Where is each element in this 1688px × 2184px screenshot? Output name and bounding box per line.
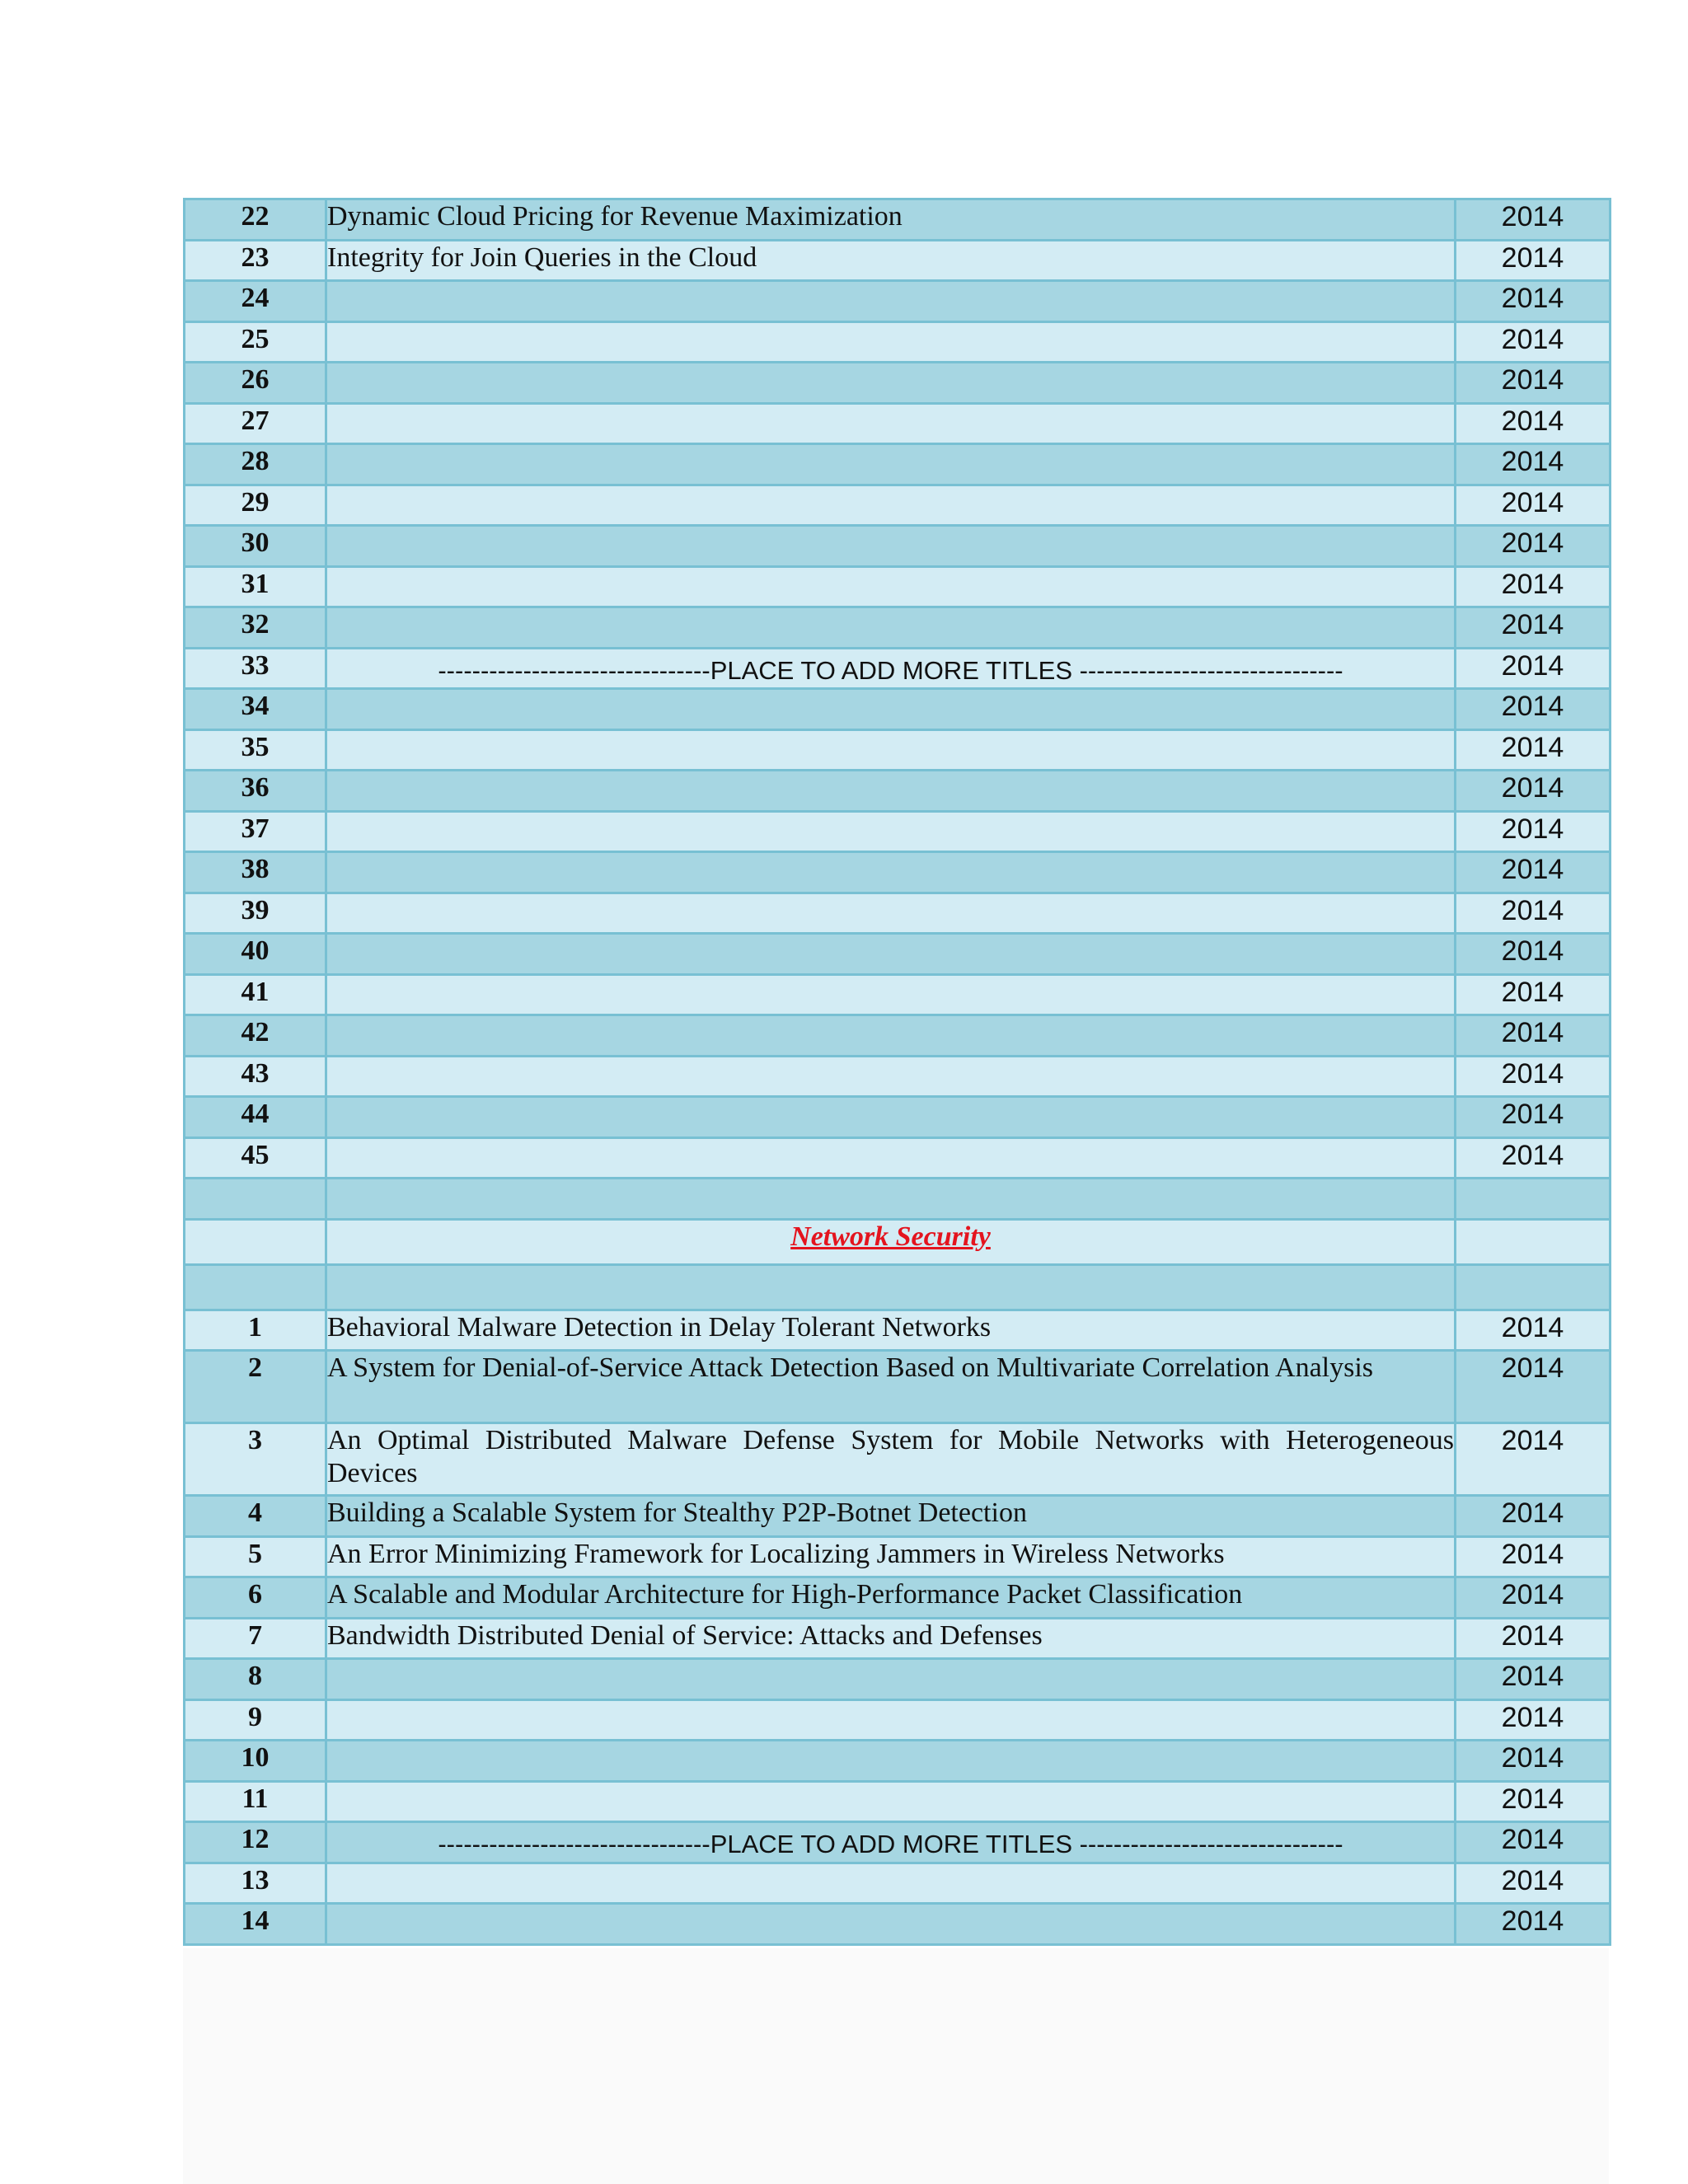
row-number: 28 [185,444,326,485]
table-row [185,607,1611,649]
row-number: 27 [185,403,326,444]
table-row [185,566,1611,607]
table-row [185,281,1611,322]
row-number: 35 [185,729,326,771]
empty-cell [185,1179,326,1220]
row-year: 2014 [1456,1618,1611,1659]
row-title [326,485,1456,526]
row-title [326,1741,1456,1782]
row-year: 2014 [1456,934,1611,975]
empty-cell [1456,1264,1611,1310]
row-number: 45 [185,1137,326,1179]
row-number: 34 [185,689,326,730]
table-row [185,240,1611,281]
row-year: 2014 [1456,363,1611,404]
row-year: 2014 [1456,811,1611,852]
table-row [185,1781,1611,1822]
row-year: 2014 [1456,1659,1611,1700]
row-title [326,1781,1456,1822]
section-heading-row [185,1219,1611,1264]
row-number: 37 [185,811,326,852]
table-row [185,403,1611,444]
row-number: 38 [185,852,326,893]
row-number: 36 [185,771,326,812]
row-title [326,1056,1456,1097]
row-number: 12 [185,1822,326,1863]
row-number: 42 [185,1015,326,1057]
row-year: 2014 [1456,1056,1611,1097]
row-year: 2014 [1456,321,1611,363]
spacer-row [185,1264,1611,1310]
row-year: 2014 [1456,1310,1611,1351]
row-title [326,1863,1456,1904]
row-title [326,444,1456,485]
row-title [326,893,1456,934]
row-year: 2014 [1456,974,1611,1015]
row-year: 2014 [1456,729,1611,771]
project-titles-table [183,198,1611,1946]
row-title: A Scalable and Modular Architecture for High-Performance Packet Classification [326,1577,1456,1619]
row-title [326,321,1456,363]
row-year: 2014 [1456,1781,1611,1822]
row-number: 8 [185,1659,326,1700]
row-title: Behavioral Malware Detection in Delay Tolerant Networks [326,1310,1456,1351]
table-row [185,934,1611,975]
table-row [185,1310,1611,1351]
row-number: 11 [185,1781,326,1822]
row-year: 2014 [1456,852,1611,893]
row-year: 2014 [1456,893,1611,934]
row-number: 41 [185,974,326,1015]
row-year: 2014 [1456,1536,1611,1577]
row-year: 2014 [1456,607,1611,649]
spacer-row [185,1179,1611,1220]
row-number: 13 [185,1863,326,1904]
table-row [185,1351,1611,1423]
row-number: 1 [185,1310,326,1351]
table-row [185,771,1611,812]
table-row [185,1577,1611,1619]
table-row [185,974,1611,1015]
row-title: A System for Denial-of-Service Attack Detection Based on Multivariate Correlation Analysis [326,1351,1456,1423]
row-year: 2014 [1456,444,1611,485]
row-title: Building a Scalable System for Stealthy P2P-Botnet Detection [326,1496,1456,1537]
table-row [185,852,1611,893]
table-row [185,1741,1611,1782]
table-row [185,363,1611,404]
row-title [326,934,1456,975]
row-title [326,566,1456,607]
row-year: 2014 [1456,1015,1611,1057]
row-number: 44 [185,1097,326,1138]
row-title [326,811,1456,852]
row-year: 2014 [1456,1097,1611,1138]
row-title [326,1659,1456,1700]
table-row [185,729,1611,771]
row-title: An Optimal Distributed Malware Defense System for Mobile Networks with Heterogeneous Devices [326,1423,1456,1496]
row-number: 33 [185,648,326,689]
row-title [326,689,1456,730]
row-number: 32 [185,607,326,649]
empty-cell [1456,1219,1611,1264]
row-year: 2014 [1456,689,1611,730]
row-year: 2014 [1456,1423,1611,1496]
row-year: 2014 [1456,1741,1611,1782]
table-row [185,1496,1611,1537]
row-title [326,363,1456,404]
empty-cell [326,1179,1456,1220]
row-title: Dynamic Cloud Pricing for Revenue Maximization [326,199,1456,241]
row-title [326,526,1456,567]
row-number: 14 [185,1904,326,1945]
row-title [326,281,1456,322]
table-row [185,1863,1611,1904]
row-number: 30 [185,526,326,567]
table-row [185,689,1611,730]
row-year: 2014 [1456,281,1611,322]
table-row [185,1097,1611,1138]
row-number: 29 [185,485,326,526]
row-number: 3 [185,1423,326,1496]
empty-cell [185,1264,326,1310]
row-year: 2014 [1456,1863,1611,1904]
table-row [185,1015,1611,1057]
table-row [185,1423,1611,1496]
row-year: 2014 [1456,1904,1611,1945]
row-title: Integrity for Join Queries in the Cloud [326,240,1456,281]
empty-cell [326,1264,1456,1310]
table-row [185,199,1611,241]
table-row [185,1618,1611,1659]
table-row [185,1137,1611,1179]
row-number: 10 [185,1741,326,1782]
table-row [185,648,1611,689]
row-number: 2 [185,1351,326,1423]
empty-cell [185,1219,326,1264]
row-year: 2014 [1456,1496,1611,1537]
row-title [326,607,1456,649]
row-title [326,1904,1456,1945]
row-number: 5 [185,1536,326,1577]
table-row [185,1822,1611,1863]
row-number: 4 [185,1496,326,1537]
row-title [326,771,1456,812]
row-title [326,974,1456,1015]
row-number: 25 [185,321,326,363]
add-more-titles-placeholder: --------------------------------PLACE TO ADD MORE TITLES ------------------------------- [326,1822,1456,1863]
row-number: 7 [185,1618,326,1659]
table-row [185,526,1611,567]
row-year: 2014 [1456,199,1611,241]
row-year: 2014 [1456,1137,1611,1179]
row-year: 2014 [1456,485,1611,526]
row-title [326,1699,1456,1741]
table-row [185,1056,1611,1097]
row-year: 2014 [1456,526,1611,567]
row-year: 2014 [1456,1699,1611,1741]
row-number: 24 [185,281,326,322]
row-number: 26 [185,363,326,404]
row-number: 43 [185,1056,326,1097]
row-title [326,852,1456,893]
table-row [185,1659,1611,1700]
row-year: 2014 [1456,240,1611,281]
row-number: 22 [185,199,326,241]
row-title [326,1015,1456,1057]
row-number: 40 [185,934,326,975]
row-year: 2014 [1456,1822,1611,1863]
table-row [185,811,1611,852]
table-row [185,1904,1611,1945]
row-year: 2014 [1456,403,1611,444]
row-year: 2014 [1456,1577,1611,1619]
row-title [326,1097,1456,1138]
row-year: 2014 [1456,1351,1611,1423]
table-row [185,321,1611,363]
row-year: 2014 [1456,566,1611,607]
page-shade [183,1948,1609,2184]
row-title [326,403,1456,444]
add-more-titles-placeholder: --------------------------------PLACE TO ADD MORE TITLES ------------------------------- [326,648,1456,689]
row-title: Bandwidth Distributed Denial of Service: Attacks and Defenses [326,1618,1456,1659]
empty-cell [1456,1179,1611,1220]
table-row [185,1699,1611,1741]
row-number: 31 [185,566,326,607]
row-year: 2014 [1456,771,1611,812]
row-year: 2014 [1456,648,1611,689]
section-heading: Network Security [326,1219,1456,1264]
row-title: An Error Minimizing Framework for Localizing Jammers in Wireless Networks [326,1536,1456,1577]
row-title [326,1137,1456,1179]
row-number: 23 [185,240,326,281]
row-title [326,729,1456,771]
row-number: 9 [185,1699,326,1741]
table-row [185,893,1611,934]
row-number: 6 [185,1577,326,1619]
table-row [185,485,1611,526]
table-row [185,1536,1611,1577]
table-row [185,444,1611,485]
row-number: 39 [185,893,326,934]
